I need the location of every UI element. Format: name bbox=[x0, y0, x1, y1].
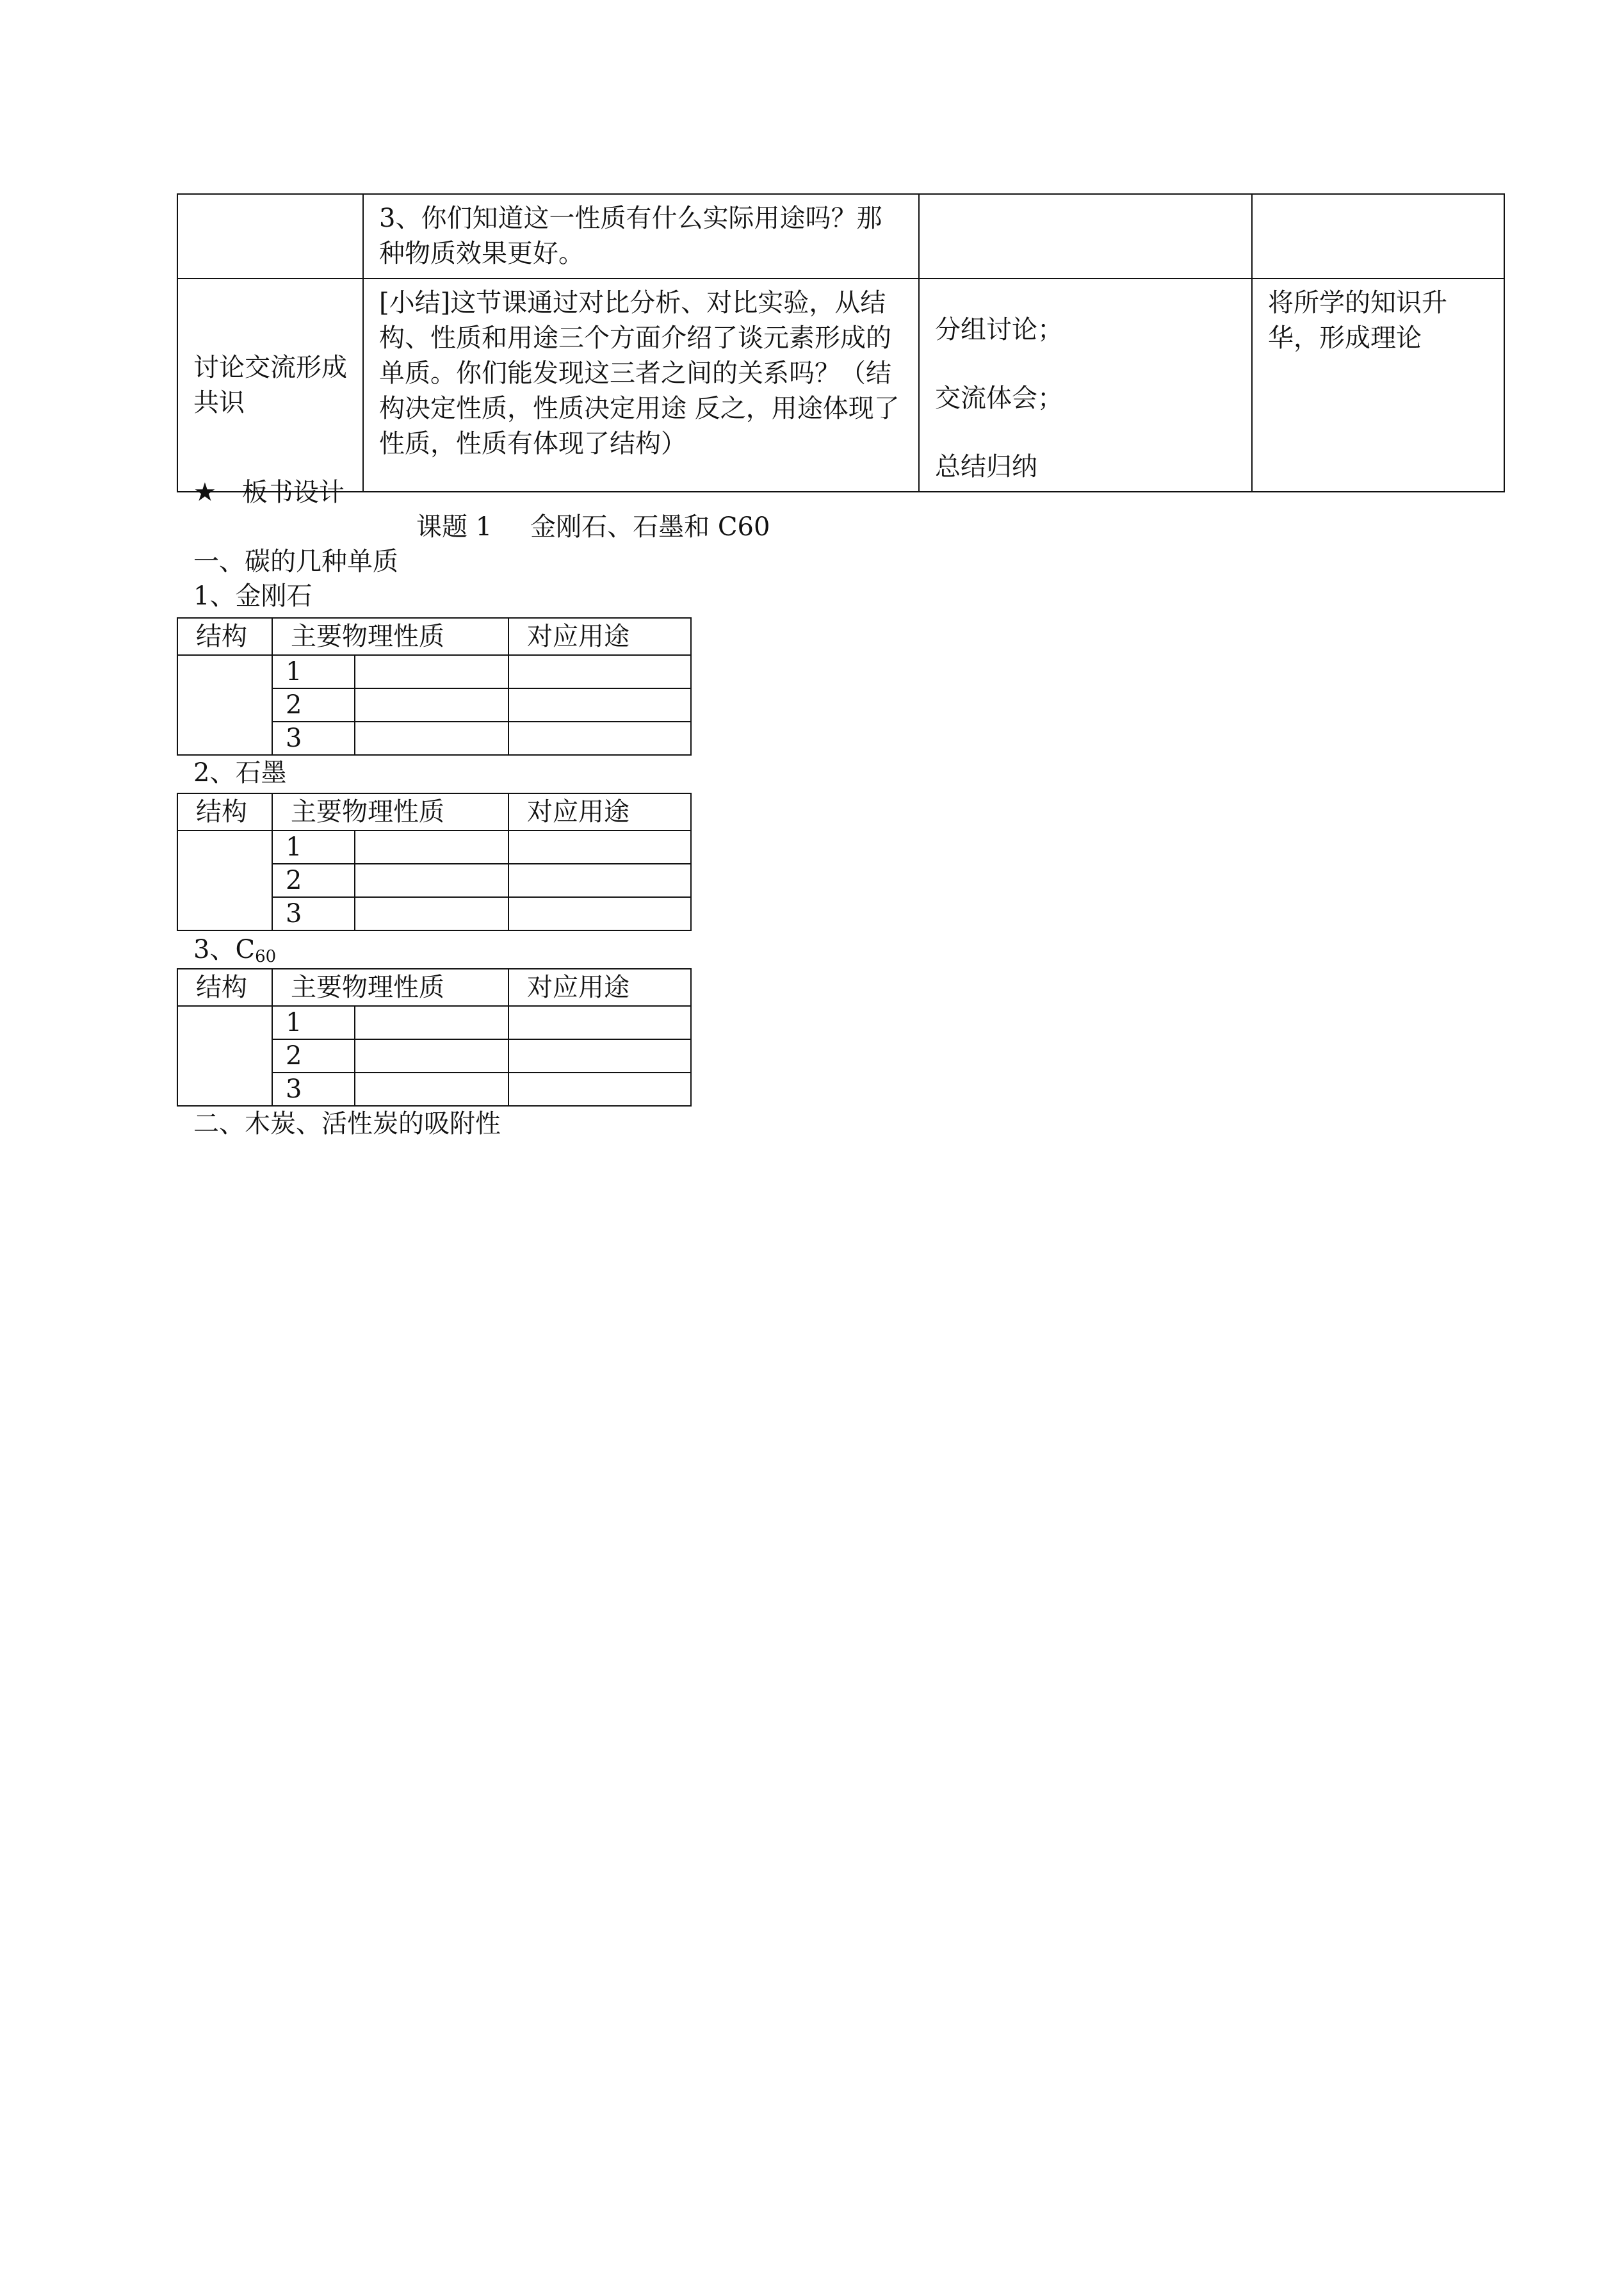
subsection-label: 2、石墨 bbox=[193, 758, 287, 788]
board-design-heading bbox=[193, 475, 345, 510]
column-header: 主要物理性质 bbox=[272, 793, 508, 831]
row-number: 2 bbox=[272, 688, 355, 722]
table-row bbox=[177, 831, 691, 864]
structure-cell bbox=[177, 655, 272, 755]
star-icon: ★ bbox=[193, 478, 216, 507]
title-main: 金刚石、石墨和 C60 bbox=[530, 512, 770, 542]
structure-cell bbox=[177, 831, 272, 930]
property-cell bbox=[355, 1006, 508, 1039]
use-cell bbox=[508, 1073, 691, 1106]
student-activity-cell bbox=[919, 279, 1252, 492]
property-cell bbox=[355, 897, 508, 930]
row-number: 3 bbox=[272, 722, 355, 755]
column-header: 对应用途 bbox=[508, 793, 691, 831]
student-activity-line: 总结归纳 bbox=[935, 452, 1037, 482]
table-header-row bbox=[177, 618, 691, 655]
property-cell bbox=[355, 831, 508, 864]
table-row bbox=[177, 655, 691, 688]
row-number: 3 bbox=[272, 1073, 355, 1106]
subscript: 60 bbox=[255, 947, 277, 966]
use-cell bbox=[508, 688, 691, 722]
design-intent-cell: 将所学的知识升华，形成理论 bbox=[1252, 279, 1504, 492]
row-number: 2 bbox=[272, 864, 355, 897]
table-row bbox=[177, 194, 1504, 279]
structure-cell bbox=[177, 1006, 272, 1106]
student-activity-cell bbox=[919, 194, 1252, 279]
use-cell bbox=[508, 1039, 691, 1073]
property-cell bbox=[355, 1073, 508, 1106]
property-cell bbox=[355, 655, 508, 688]
subsection-label-text: 3、C bbox=[193, 935, 256, 964]
column-header: 结构 bbox=[177, 618, 272, 655]
column-header: 主要物理性质 bbox=[272, 618, 508, 655]
row-number: 2 bbox=[272, 1039, 355, 1073]
stage-cell bbox=[177, 194, 363, 279]
section-heading: 一、碳的几种单质 bbox=[193, 547, 398, 576]
table-header-row bbox=[177, 969, 691, 1006]
row-number: 1 bbox=[272, 831, 355, 864]
property-cell bbox=[355, 688, 508, 722]
row-number: 3 bbox=[272, 897, 355, 930]
row-number: 1 bbox=[272, 1006, 355, 1039]
column-header: 结构 bbox=[177, 793, 272, 831]
design-intent-cell bbox=[1252, 194, 1504, 279]
property-cell bbox=[355, 864, 508, 897]
use-cell bbox=[508, 897, 691, 930]
teacher-activity-cell: 3、你们知道这一性质有什么实际用途吗？那种物质效果更好。 bbox=[363, 194, 919, 279]
property-cell bbox=[355, 722, 508, 755]
table-row bbox=[177, 1006, 691, 1039]
use-cell bbox=[508, 1006, 691, 1039]
teacher-activity-cell: [小结]这节课通过对比分析、对比实验，从结构、性质和用途三个方面介绍了谈元素形成的单质。你们能发现这三者之间的关系吗？（结构决定性质，性质决定用途 反之，用途体现了性质，性质有体现了结构） bbox=[363, 279, 919, 492]
column-header: 对应用途 bbox=[508, 969, 691, 1006]
section-heading: 二、木炭、活性炭的吸附性 bbox=[193, 1109, 501, 1139]
row-number: 1 bbox=[272, 655, 355, 688]
table-row bbox=[177, 279, 1504, 492]
use-cell bbox=[508, 864, 691, 897]
title-prefix: 课题 1 bbox=[416, 512, 492, 542]
use-cell bbox=[508, 722, 691, 755]
column-header: 主要物理性质 bbox=[272, 969, 508, 1006]
stage-cell: 讨论交流形成共识 bbox=[177, 279, 363, 492]
use-cell bbox=[508, 831, 691, 864]
student-activity-line: 分组讨论； bbox=[935, 315, 1063, 345]
property-table bbox=[177, 968, 692, 1107]
student-activity-line: 交流体会； bbox=[935, 384, 1063, 413]
column-header: 对应用途 bbox=[508, 618, 691, 655]
use-cell bbox=[508, 655, 691, 688]
property-table bbox=[177, 793, 692, 931]
heading-text: 板书设计 bbox=[241, 478, 345, 507]
table-header-row bbox=[177, 793, 691, 831]
lesson-plan-table bbox=[177, 193, 1505, 492]
property-table bbox=[177, 617, 692, 756]
property-cell bbox=[355, 1039, 508, 1073]
column-header: 结构 bbox=[177, 969, 272, 1006]
lesson-title bbox=[416, 510, 770, 544]
subsection-label: 1、金刚石 bbox=[193, 581, 313, 611]
